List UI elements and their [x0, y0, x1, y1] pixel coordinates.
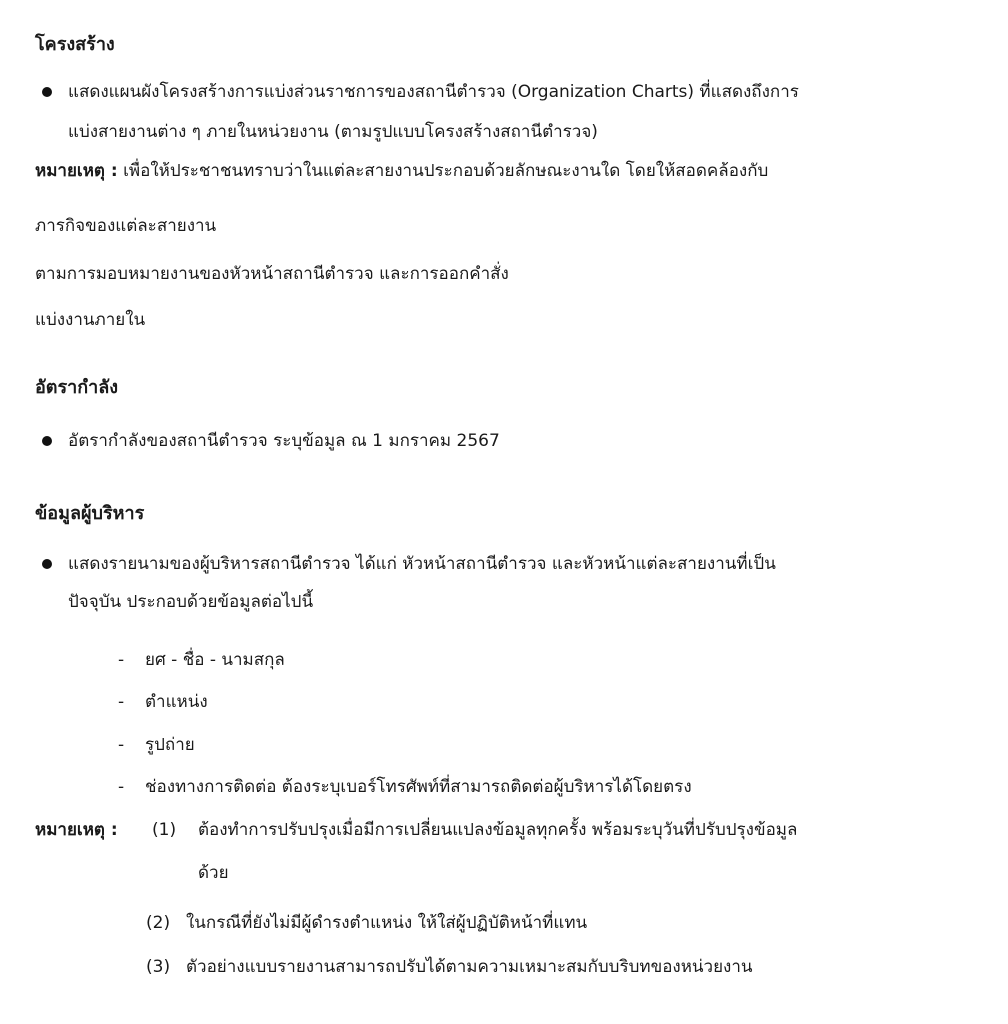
bullet-dot	[42, 559, 52, 569]
note-number: (1)	[152, 820, 177, 840]
note-number: (2)	[146, 913, 171, 933]
list-item-photo: รูปถ่าย	[145, 735, 195, 755]
note-text: เพื่อให้ประชาชนทราบว่าในแต่ละสายงานประกอบด้วยลักษณะงานใด โดยให้สอดคล้องกับ	[123, 161, 769, 181]
structure-note-line-2: ภารกิจของแต่ละสายงาน	[35, 216, 217, 236]
executives-bullet-line-1: แสดงรายนามของผู้บริหารสถานีตำรวจ ได้แก่ หัวหน้าสถานีตำรวจ และหัวหน้าแต่ละสายงานที่เป็น	[68, 554, 776, 574]
list-dash: -	[118, 650, 125, 670]
section-heading-manpower: อัตรากำลัง	[35, 377, 119, 398]
note-text: ตัวอย่างแบบรายงานสามารถปรับได้ตามความเหมาะสมกับบริบทของหน่วยงาน	[186, 957, 753, 977]
list-dash: -	[118, 735, 125, 755]
structure-bullet-line-2: แบ่งสายงานต่าง ๆ ภายในหน่วยงาน (ตามรูปแบบโครงสร้างสถานีตำรวจ)	[68, 122, 598, 142]
section-heading-executives: ข้อมูลผู้บริหาร	[35, 503, 145, 524]
list-item-contact: ช่องทางการติดต่อ ต้องระบุเบอร์โทรศัพท์ที่สามารถติดต่อผู้บริหารได้โดยตรง	[145, 777, 692, 797]
note-number: (3)	[146, 957, 171, 977]
note-label: หมายเหตุ :	[35, 161, 118, 181]
list-item-position: ตำแหน่ง	[145, 692, 208, 712]
note-text: ในกรณีที่ยังไม่มีผู้ดำรงตำแหน่ง ให้ใส่ผู้ปฏิบัติหน้าที่แทน	[186, 913, 588, 933]
manpower-bullet-line-1: อัตรากำลังของสถานีตำรวจ ระบุข้อมูล ณ 1 มกราคม 2567	[68, 431, 500, 451]
list-dash: -	[118, 777, 125, 797]
list-item-rank-name: ยศ - ชื่อ - นามสกุล	[145, 650, 285, 670]
note-text: ต้องทำการปรับปรุงเมื่อมีการเปลี่ยนแปลงข้อมูลทุกครั้ง พร้อมระบุวันที่ปรับปรุงข้อมูล	[198, 820, 798, 840]
structure-note-line-3: ตามการมอบหมายงานของหัวหน้าสถานีตำรวจ และการออกคำสั่ง	[35, 264, 509, 284]
note-text-continued: ด้วย	[198, 863, 229, 883]
structure-bullet-line-1: แสดงแผนผังโครงสร้างการแบ่งส่วนราชการของสถานีตำรวจ (Organization Charts) ที่แสดงถึงการ	[68, 82, 799, 102]
structure-note-line-1	[35, 159, 768, 183]
bullet-dot	[42, 436, 52, 446]
bullet-dot	[42, 87, 52, 97]
list-dash: -	[118, 692, 125, 712]
note-label: หมายเหตุ :	[35, 820, 118, 840]
structure-note-line-4: แบ่งงานภายใน	[35, 310, 146, 330]
executives-bullet-line-2: ปัจจุบัน ประกอบด้วยข้อมูลต่อไปนี้	[68, 592, 314, 612]
section-heading-structure: โครงสร้าง	[35, 34, 115, 55]
